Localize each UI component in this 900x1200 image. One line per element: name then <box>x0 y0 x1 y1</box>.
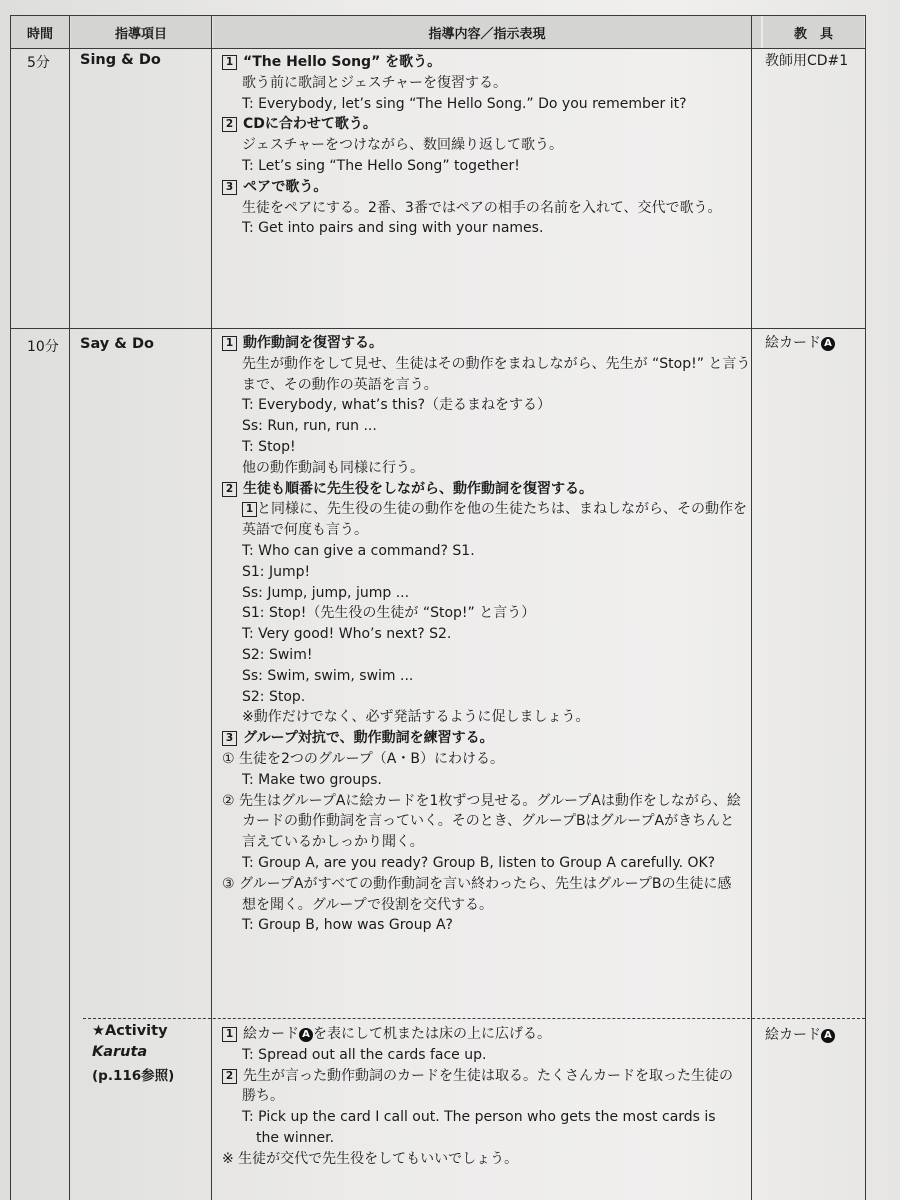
activity-title: ★Activity <box>92 1023 168 1039</box>
content-line <box>222 520 368 540</box>
content-line <box>222 1045 486 1065</box>
section3-tool-label: 絵カード <box>765 1027 821 1043</box>
activity-divider <box>83 1018 865 1019</box>
step-number-box: 2 <box>222 1069 237 1084</box>
section1-item: Sing & Do <box>80 52 161 68</box>
content-text: T: Let’s sing “The Hello Song” together! <box>242 158 520 174</box>
content-text: T: Pick up the card I call out. The person who gets the most cards is <box>242 1109 716 1126</box>
content-line <box>222 416 377 436</box>
step-heading: CDに合わせて歌う。 <box>243 116 377 133</box>
content-text: 勝ち。 <box>242 1088 284 1105</box>
step-reference-box: 1 <box>242 502 257 517</box>
content-line <box>222 198 722 218</box>
header-item-label: 指導項目 <box>114 26 167 42</box>
content-line <box>222 52 441 72</box>
content-line <box>222 499 747 519</box>
content-line <box>222 479 593 499</box>
content-line <box>222 73 507 93</box>
content-line <box>222 624 451 644</box>
activity-reference: (p.116参照) <box>92 1068 175 1084</box>
content-line <box>222 666 413 686</box>
content-line <box>222 135 563 155</box>
content-line <box>222 218 543 238</box>
step-heading: 先生が言った動作動詞のカードを生徒は取る。たくさんカードを取った生徒の <box>243 1067 733 1084</box>
content-line <box>222 1107 716 1127</box>
content-text: ※動作だけでなく、必ず発話するように促しましょう。 <box>242 709 590 726</box>
column-divider <box>751 16 752 1200</box>
step-number-box: 1 <box>222 55 237 70</box>
content-line <box>222 1024 551 1044</box>
step-number-box: 1 <box>222 1027 237 1042</box>
content-text: まで、その動作の英語を言う。 <box>242 376 438 393</box>
content-line <box>222 770 382 790</box>
step-number-box: 3 <box>222 731 237 746</box>
content-text: 想を聞く。グループで役割を交代する。 <box>242 896 494 913</box>
content-text: と同様に、先生役の生徒の動作を他の生徒たちは、まねしながら、その動作を <box>257 501 747 518</box>
section2-tool-label: 絵カード <box>765 335 821 351</box>
content-line <box>222 915 453 935</box>
content-line <box>222 458 424 478</box>
content-line <box>222 333 383 353</box>
content-line <box>222 728 494 748</box>
content-text: T: Everybody, what’s this?（走るまねをする） <box>242 397 552 414</box>
content-line <box>222 645 312 665</box>
content-text: T: Group B, how was Group A? <box>242 917 453 934</box>
header-item <box>71 16 211 48</box>
content-text: T: Everybody, let’s sing “The Hello Song.” Do you remember it? <box>242 95 687 112</box>
content-text: 他の動作動詞も同様に行う。 <box>242 459 424 476</box>
content-text: ジェスチャーをつけながら、数回繰り返して歌う。 <box>242 137 564 154</box>
content-text: T: Very good! Who’s next? S2. <box>242 626 452 643</box>
content-text: 先生が動作をして見せ、生徒はその動作をまねしながら、先生が “Stop!” と言う <box>242 355 751 372</box>
content-text: 歌う前に歌詞とジェスチャーを復習する。 <box>242 74 508 91</box>
step-heading: 生徒も順番に先生役をしながら、動作動詞を復習する。 <box>243 480 593 497</box>
content-text: T: Get into pairs and sing with your names. <box>242 220 544 237</box>
content-line <box>222 811 734 831</box>
header-content <box>213 16 761 48</box>
header-tools <box>763 16 864 48</box>
section3-tool <box>765 1024 835 1044</box>
content-text: the winner. <box>256 1130 335 1146</box>
content-text: S2: Stop. <box>242 688 306 705</box>
content-line <box>222 687 305 707</box>
header-time-label: 時間 <box>26 26 53 42</box>
content-text: T: Spread out all the cards face up. <box>242 1046 487 1063</box>
content-line <box>222 895 493 915</box>
header-tools-label: 教 具 <box>793 26 833 42</box>
content-text: 絵カード <box>243 1026 299 1042</box>
content-text: S2: Swim! <box>242 647 313 663</box>
section1-time: 5分 <box>27 55 50 71</box>
header-content-label: 指導内容／指示表現 <box>428 26 546 42</box>
content-line <box>222 1086 284 1106</box>
content-text: T: Group A, are you ready? Group B, listen to Group A carefully. OK? <box>242 855 716 871</box>
content-line <box>222 354 750 374</box>
step-number-box: 2 <box>222 482 237 497</box>
card-a-badge: A <box>299 1028 313 1042</box>
content-text: Ss: Jump, jump, jump ... <box>242 584 410 601</box>
header-divider <box>11 48 865 49</box>
content-text: Ss: Run, run, run ... <box>242 418 377 435</box>
content-text: 生徒をペアにする。2番、3番ではペアの相手の名前を入れて、交代で歌う。 <box>242 199 722 216</box>
content-text: T: Make two groups. <box>242 771 382 788</box>
content-line <box>222 437 296 457</box>
step-number-box: 1 <box>222 336 237 351</box>
row-divider <box>11 328 865 329</box>
content-line <box>222 562 310 582</box>
section2-tool <box>765 332 835 352</box>
content-text: ① 生徒を2つのグループ（A・B）にわける。 <box>222 751 504 767</box>
section1-tool: 教師用CD#1 <box>765 53 849 69</box>
content-text: ※ 生徒が交代で先生役をしてもいいでしょう。 <box>222 1150 519 1167</box>
content-line <box>222 177 327 197</box>
step-number-box: 2 <box>222 117 237 132</box>
content-text: T: Stop! <box>242 439 296 455</box>
activity-name: Karuta <box>92 1044 148 1060</box>
content-line <box>222 1066 733 1086</box>
content-line <box>222 114 377 134</box>
card-a-badge: A <box>821 1029 835 1043</box>
content-text: S1: Stop!（先生役の生徒が “Stop!” と言う） <box>242 605 536 622</box>
content-line <box>222 94 687 114</box>
step-heading: “The Hello Song” を歌う。 <box>243 54 442 70</box>
content-line <box>222 603 535 623</box>
content-line <box>222 395 551 415</box>
content-line <box>222 583 409 603</box>
content-line <box>222 156 520 176</box>
content-line <box>222 1149 518 1169</box>
column-divider <box>69 16 70 1200</box>
content-text: を表にして机または床の上に広げる。 <box>313 1026 551 1042</box>
content-line <box>222 853 715 873</box>
step-heading: ペアで歌う。 <box>243 178 328 195</box>
content-text: 言えているかしっかり聞く。 <box>242 834 424 851</box>
content-line <box>222 1128 334 1148</box>
content-text: ② 先生はグループAに絵カードを1枚ずつ見せる。グループAは動作をしながら、絵 <box>222 792 741 809</box>
column-divider <box>211 16 212 1200</box>
section2-item: Say & Do <box>80 336 154 352</box>
card-a-badge: A <box>821 337 835 351</box>
content-line <box>222 541 475 561</box>
content-line <box>222 375 438 395</box>
content-text: T: Who can give a command? S1. <box>242 543 475 559</box>
content-line <box>222 874 732 894</box>
content-text: 英語で何度も言う。 <box>242 522 368 539</box>
content-text: ③ グループAがすべての動作動詞を言い終わったら、先生はグループBの生徒に感 <box>222 875 732 892</box>
section2-time: 10分 <box>27 339 59 355</box>
content-line <box>222 749 504 769</box>
step-heading: グループ対抗で、動作動詞を練習する。 <box>243 730 494 747</box>
step-heading: 動作動詞を復習する。 <box>243 335 383 351</box>
content-line <box>222 707 589 727</box>
header-time <box>11 16 69 48</box>
content-text: カードの動作動詞を言っていく。そのとき、グループBはグループAがきちんと <box>242 813 735 830</box>
content-text: Ss: Swim, swim, swim ... <box>242 667 414 684</box>
content-text: S1: Jump! <box>242 563 311 580</box>
step-number-box: 3 <box>222 180 237 195</box>
content-line <box>222 832 424 852</box>
content-line <box>222 791 741 811</box>
